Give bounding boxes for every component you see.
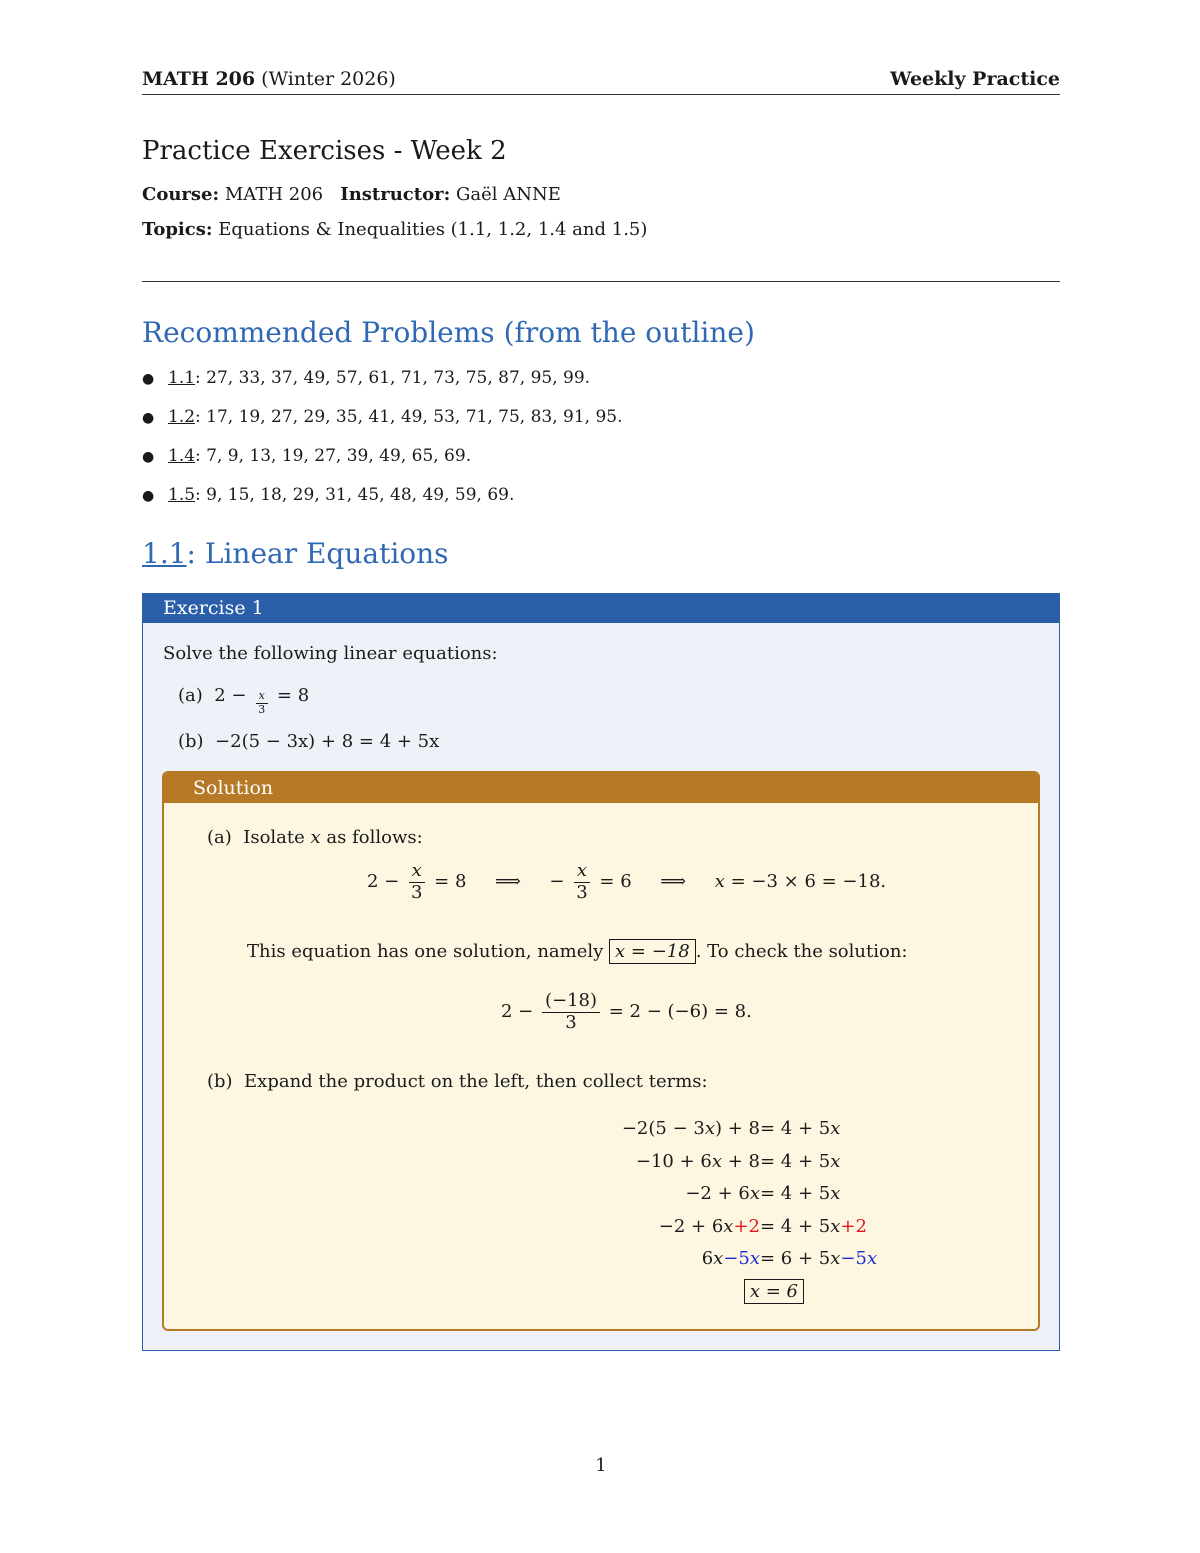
aligned-equations bbox=[494, 1118, 914, 1313]
list-item: ● 1.1: 27, 33, 37, 49, 57, 61, 71, 73, 75, 87, 95, 99. bbox=[142, 368, 591, 388]
exercise-part-a: (a) 2 − $\frac{x}{3}$ = 8 bbox=[178, 685, 310, 716]
solution-a-text-post: as follows: bbox=[326, 827, 423, 848]
divider bbox=[142, 281, 1060, 282]
check-equation: 2 − $\frac{(-18)}{3}$ = 2 − (−6) = 8. bbox=[501, 990, 752, 1033]
part-label: (a) bbox=[207, 827, 232, 848]
topics-value: Equations & Inequalities (1.1, 1.2, 1.4 and 1.5) bbox=[218, 219, 648, 240]
answer-text: This equation has one solution, namely bbox=[247, 941, 604, 962]
problem-list: : 27, 33, 37, 49, 57, 61, 71, 73, 75, 87, 95, 99. bbox=[195, 368, 591, 388]
header-course-code: MATH 206 bbox=[142, 68, 256, 90]
course-info bbox=[142, 184, 561, 205]
page-title: Practice Exercises - Week 2 bbox=[142, 136, 507, 166]
exercise-box bbox=[142, 593, 1060, 1351]
header-term: (Winter 2026) bbox=[261, 68, 396, 90]
equation-row bbox=[494, 1281, 914, 1314]
list-item: ● 1.2: 17, 19, 27, 29, 35, 41, 49, 53, 71, 75, 83, 91, 95. bbox=[142, 407, 623, 427]
section-link[interactable]: 1.1 bbox=[168, 368, 196, 388]
topics-label: Topics: bbox=[142, 219, 213, 240]
solution-b-intro bbox=[207, 1071, 708, 1092]
equation-row: −2 + 6x = 4 + 5x bbox=[685, 1183, 841, 1204]
fraction: $\frac{x}{3}$ bbox=[408, 861, 425, 903]
problem-list: : 17, 19, 27, 29, 35, 41, 49, 53, 71, 75, 83, 91, 95. bbox=[195, 407, 623, 427]
topics-info bbox=[142, 219, 647, 240]
part-equation: −2(5 − 3x) + 8 = 4 + 5x bbox=[215, 731, 440, 752]
list-item: ● 1.4: 7, 9, 13, 19, 27, 39, 49, 65, 69. bbox=[142, 446, 472, 466]
solution-a-intro bbox=[207, 827, 423, 848]
solution-label: Solution bbox=[193, 777, 274, 799]
final-answer: x = 6 bbox=[744, 1279, 804, 1304]
exercise-part-b bbox=[178, 731, 439, 752]
equation-row: −10 + 6x + 8 = 4 + 5x bbox=[635, 1150, 841, 1172]
header-course bbox=[142, 68, 396, 90]
section-link[interactable]: 1.2 bbox=[168, 407, 196, 427]
recommended-heading: Recommended Problems (from the outline) bbox=[142, 316, 755, 349]
section-link[interactable]: 1.4 bbox=[168, 446, 196, 466]
fraction: $\frac{x}{3}$ bbox=[255, 690, 268, 716]
variable: x bbox=[310, 827, 321, 848]
part-label: (a) bbox=[178, 685, 203, 706]
list-item: ● 1.5: 9, 15, 18, 29, 31, 45, 48, 49, 59, 69. bbox=[142, 485, 515, 505]
instructor-label: Instructor: bbox=[340, 184, 451, 205]
solution-a-text: Isolate bbox=[243, 827, 305, 848]
equation-row: 6x−5x = 6 + 5x−5x bbox=[701, 1248, 878, 1269]
instructor-value: Gaël ANNE bbox=[455, 184, 561, 205]
running-header bbox=[142, 66, 1060, 95]
equation-row: −2(5 − 3x) + 8 = 4 + 5x bbox=[621, 1118, 841, 1139]
exercise-header bbox=[143, 593, 1059, 623]
section-number-link[interactable]: 1.1 bbox=[142, 537, 187, 570]
equation-row: −2 + 6x+2 = 4 + 5x+2 bbox=[658, 1215, 867, 1237]
fraction: $\frac{(-18)}{3}$ bbox=[542, 991, 600, 1033]
section-link[interactable]: 1.5 bbox=[168, 485, 196, 505]
section-heading bbox=[142, 537, 449, 570]
solution-a-answer bbox=[247, 941, 907, 962]
solution-box bbox=[162, 771, 1040, 1331]
answer-text-post: . To check the solution: bbox=[695, 941, 908, 962]
course-label: Course: bbox=[142, 184, 220, 205]
problem-list: : 9, 15, 18, 29, 31, 45, 48, 49, 59, 69. bbox=[195, 485, 515, 505]
section-title: : Linear Equations bbox=[186, 537, 449, 570]
fraction: $\frac{x}{3}$ bbox=[573, 861, 590, 903]
part-label: (b) bbox=[178, 731, 204, 752]
equation-chain: 2 − $\frac{x}{3}$ = 8 ⟹ − $\frac{x}{3}$ = 6 ⟹ x = −3 × 6 = −18. bbox=[367, 860, 887, 903]
exercise-intro: Solve the following linear equations: bbox=[163, 643, 498, 664]
exercise-label: Exercise 1 bbox=[163, 597, 264, 619]
course-value: MATH 206 bbox=[224, 184, 324, 205]
page-number: 1 bbox=[595, 1455, 607, 1476]
solution-b-text: Expand the product on the left, then collect terms: bbox=[244, 1071, 708, 1092]
header-right: Weekly Practice bbox=[890, 68, 1060, 90]
part-label: (b) bbox=[207, 1071, 233, 1092]
boxed-answer: x = −18 bbox=[609, 939, 696, 964]
problem-list: : 7, 9, 13, 19, 27, 39, 49, 65, 69. bbox=[195, 446, 472, 466]
solution-header bbox=[164, 773, 1038, 803]
